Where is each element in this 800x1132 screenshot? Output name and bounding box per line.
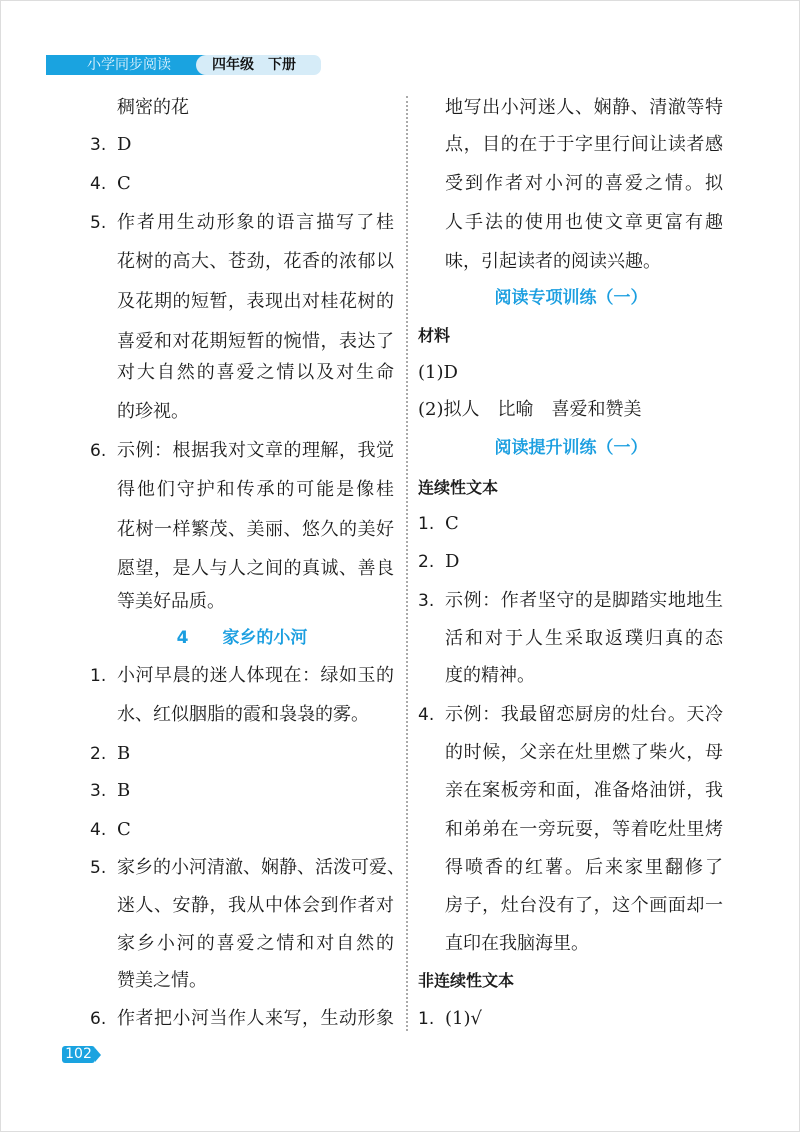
answer-line: 受到作者对小河的喜爱之情。拟 bbox=[445, 173, 723, 194]
answer-line: 作者把小河当作人来写，生动形象 bbox=[117, 1008, 394, 1029]
section-heading: 阅读提升训练（一） bbox=[494, 438, 648, 458]
answer-line: 的珍视。 bbox=[117, 401, 189, 422]
answer-line: C bbox=[117, 819, 131, 840]
answer-line: B bbox=[117, 743, 131, 764]
item-number: 4. bbox=[90, 174, 107, 194]
series-title: 小学同步阅读 bbox=[46, 55, 211, 75]
item-number: 4. bbox=[90, 820, 107, 840]
item-number: 2. bbox=[418, 552, 435, 572]
answer-line: 家乡小河的喜爱之情和对自然的 bbox=[117, 933, 394, 954]
answer-line: 味，引起读者的阅读兴趣。 bbox=[445, 251, 661, 272]
section-heading: 阅读专项训练（一） bbox=[494, 288, 648, 308]
subsection-heading: 材料 bbox=[418, 326, 451, 345]
answer-line: D bbox=[445, 551, 460, 572]
subsection-heading: 非连续性文本 bbox=[418, 971, 515, 990]
column-divider bbox=[406, 96, 408, 1031]
grade-tab bbox=[196, 55, 321, 75]
answer-line: 及花期的短暂，表现出对桂花树的 bbox=[117, 291, 394, 312]
item-number: 6. bbox=[90, 441, 107, 461]
page-number: 102 bbox=[62, 1046, 95, 1063]
item-number: 3. bbox=[90, 781, 107, 801]
answer-line: 稠密的花 bbox=[117, 97, 189, 118]
answer-line: 人手法的使用也使文章更富有趣 bbox=[445, 212, 723, 233]
answer-line: 花树的高大、苍劲，花香的浓郁以 bbox=[117, 251, 394, 272]
item-number: 1. bbox=[418, 1009, 435, 1029]
answer-line: (1)√ bbox=[445, 1008, 482, 1029]
section-heading: 4 家乡的小河 bbox=[176, 628, 308, 648]
answer-line: 示例：作者坚守的是脚踏实地地生 bbox=[445, 590, 723, 611]
item-number: 3. bbox=[90, 135, 107, 155]
answer-line: 示例：根据我对文章的理解，我觉 bbox=[117, 440, 394, 461]
item-number: 2. bbox=[90, 744, 107, 764]
item-number: 5. bbox=[90, 858, 107, 878]
answer-line: 点，目的在于于字里行间让读者感 bbox=[445, 134, 723, 155]
answer-line: 的时候，父亲在灶里燃了柴火，母 bbox=[445, 742, 723, 763]
answer-line: (1)D bbox=[418, 362, 458, 383]
item-number: 6. bbox=[90, 1009, 107, 1029]
item-number: 1. bbox=[418, 514, 435, 534]
answer-line: 亲在案板旁和面，准备烙油饼，我 bbox=[445, 780, 723, 801]
answer-line: B bbox=[117, 780, 131, 801]
answer-line: 对大自然的喜爱之情以及对生命 bbox=[117, 362, 394, 383]
answer-line: 房子，灶台没有了，这个画面却一 bbox=[445, 895, 723, 916]
answer-line: 得他们守护和传承的可能是像桂 bbox=[117, 479, 394, 500]
answer-line: 和弟弟在一旁玩耍，等着吃灶里烤 bbox=[445, 819, 723, 840]
grade-label: 四年级 bbox=[212, 57, 254, 73]
answer-line: 作者用生动形象的语言描写了桂 bbox=[117, 212, 394, 233]
answer-line: 花树一样繁茂、美丽、悠久的美好 bbox=[117, 519, 394, 540]
answer-line: 等美好品质。 bbox=[117, 591, 225, 612]
answer-line: 直印在我脑海里。 bbox=[445, 933, 589, 954]
answer-line: C bbox=[445, 513, 459, 534]
answer-line: D bbox=[117, 134, 132, 155]
subsection-heading: 连续性文本 bbox=[418, 478, 499, 497]
answer-line: 愿望，是人与人之间的真诚、善良 bbox=[117, 558, 394, 579]
item-number: 4. bbox=[418, 705, 435, 725]
page-arrow-icon bbox=[95, 1048, 101, 1062]
answer-line: 示例：我最留恋厨房的灶台。天冷 bbox=[445, 704, 723, 725]
term-label: 下册 bbox=[268, 57, 296, 73]
answer-line: 家乡的小河清澈、娴静、活泼可爱、 bbox=[117, 857, 405, 878]
answer-line: C bbox=[117, 173, 131, 194]
answer-line: 迷人、安静，我从中体会到作者对 bbox=[117, 895, 394, 916]
item-number: 5. bbox=[90, 213, 107, 233]
answer-line: 水、红似胭脂的霞和袅袅的雾。 bbox=[117, 704, 369, 725]
answer-line: 小河早晨的迷人体现在：绿如玉的 bbox=[117, 665, 394, 686]
answer-line: 活和对于人生采取返璞归真的态 bbox=[445, 628, 723, 649]
answer-line: (2)拟人 比喻 喜爱和赞美 bbox=[418, 399, 642, 420]
item-number: 1. bbox=[90, 666, 107, 686]
item-number: 3. bbox=[418, 591, 435, 611]
answer-line: 度的精神。 bbox=[445, 665, 535, 686]
answer-line: 得喷香的红薯。后来家里翻修了 bbox=[445, 857, 723, 878]
answer-line: 地写出小河迷人、娴静、清澈等特 bbox=[445, 97, 723, 118]
answer-line: 喜爱和对花期短暂的惋惜，表达了 bbox=[117, 331, 394, 352]
answer-line: 赞美之情。 bbox=[117, 970, 207, 991]
